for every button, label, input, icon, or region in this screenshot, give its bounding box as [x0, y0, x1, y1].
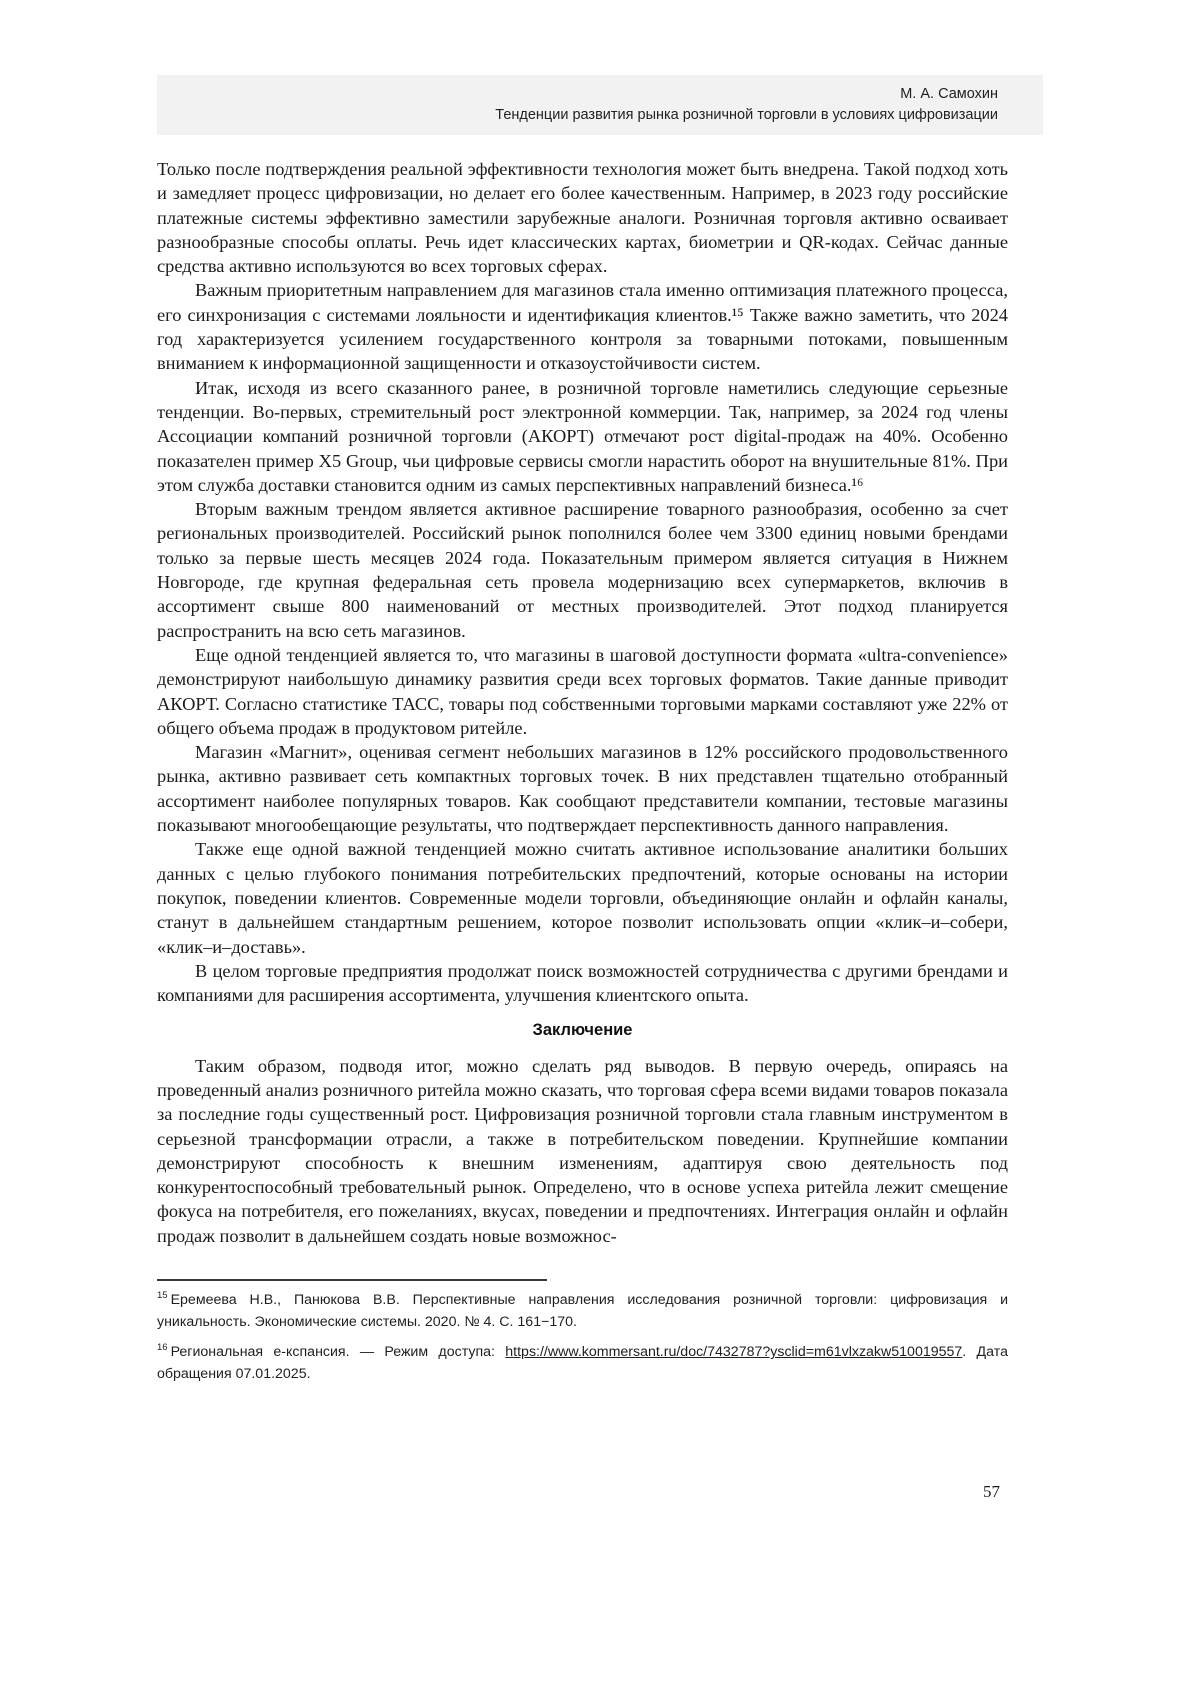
- footnote-separator: [157, 1279, 547, 1281]
- paragraph: Итак, исходя из всего сказанного ранее, в розничной торговле наметились следующие серьезные тенденции. Во-первых, стремительный рост электронной коммерции. Так, например, за 2024 год члены Ассоциации компаний розничной торговли (АКОРТ) отмечают рост digital-продаж на 40%. Особенно показателен пример X5 Group, чьи цифровые сервисы смогли нарастить оборот на внушительные 81%. При этом служба доставки становится одним из самых перспективных направлений бизнеса.¹⁶: [157, 377, 1008, 495]
- header-article-title: Тенденции развития рынка розничной торговли в условиях цифровизации: [495, 107, 998, 123]
- article-body: [157, 157, 1008, 1248]
- footnotes-section: [157, 1279, 1008, 1385]
- footnote-text-prefix: Региональная е-кспансия. — Режим доступа:: [170, 1344, 506, 1361]
- paragraph: Важным приоритетным направлением для магазинов стала именно оптимизация платежного процесса, его синхронизация с системами лояльности и идентификация клиентов.¹⁵ Также важно заметить, что 2024 год характеризуется усилением государственного контроля за товарными потоками, повышенным вниманием к информационной защищенности и отказоустойчивости систем.: [157, 280, 1008, 374]
- footnote-15: [157, 1290, 1008, 1333]
- section-heading-conclusion: Заключение: [532, 1021, 633, 1040]
- page-header: [157, 75, 1043, 135]
- footnote-text-suffix: . Дата обращения 07.01.2025.: [157, 1344, 1008, 1382]
- paragraph: Также еще одной важной тенденцией можно считать активное использование аналитики больших данных с целью глубокого понимания потребительских предпочтений, которые основаны на истории покупок, поведении клиентов. Современные модели торговли, объединяющие онлайн и офлайн каналы, станут в дальнейшем стандартным решением, которое позволит использовать опции «клик–и–собери, «клик–и–доставь».: [157, 839, 1008, 957]
- paragraph: В целом торговые предприятия продолжат поиск возможностей сотрудничества с другими брендами и компаниями для расширения ассортимента, улучшения клиентского опыта.: [157, 960, 1008, 1006]
- paragraph: Еще одной тенденцией является то, что магазины в шаговой доступности формата «ultra-convenience» демонстрируют наибольшую динамику развития среди всех торговых форматов. Такие данные приводит АКОРТ. Согласно статистике ТАСС, товары под собственными торговыми марками составляют уже 22% от общего объема продаж в продуктовом ритейле.: [157, 644, 1008, 738]
- paragraph: Вторым важным трендом является активное расширение товарного разнообразия, особенно за счет региональных производителей. Российский рынок пополнился более чем 3300 единиц новыми брендами только за первые шесть месяцев 2024 года. Показательным примером является ситуация в Нижнем Новгороде, где крупная федеральная сеть провела модернизацию всех супермаркетов, включив в ассортимент свыше 800 наименований от местных производителей. Этот подход планируется распространить на всю сеть магазинов.: [157, 499, 1008, 641]
- footnote-marker: 16: [157, 1342, 168, 1354]
- footnote-marker: 15: [157, 1290, 168, 1302]
- page-number: 57: [983, 1482, 1000, 1501]
- paragraph: Магазин «Магнит», оценивая сегмент небольших магазинов в 12% российского продовольственного рынка, активно развивает сеть компактных торговых точек. В них представлен тщательно отобранный ассортимент наиболее популярных товаров. Как сообщают представители компании, тестовые магазины показывают многообещающие результаты, что подтверждает перспективность данного направления.: [157, 742, 1008, 836]
- footnote-url-link[interactable]: https://www.kommersant.ru/doc/7432787?ysclid=m61vlxzakw510019557: [505, 1344, 963, 1361]
- footnote-16: [157, 1342, 1008, 1385]
- paragraph: Только после подтверждения реальной эффективности технология может быть внедрена. Такой подход хоть и замедляет процесс цифровизации, но делает его более качественным. Например, в 2023 году российские платежные системы эффективно заместили зарубежные аналоги. Розничная торговля активно осваивает разнообразные способы оплаты. Речь идет классических картах, биометрии и QR-кодах. Сейчас данные средства активно используются во всех торговых сферах.: [157, 159, 1008, 277]
- footnote-text: Еремеева Н.В., Панюкова В.В. Перспективные направления исследования розничной торговли: цифровизация и уникальность. Экономические системы. 2020. № 4. С. 161−170.: [157, 1292, 1008, 1330]
- paragraph-conclusion: Таким образом, подводя итог, можно сделать ряд выводов. В первую очередь, опираясь на проведенный анализ розничного ритейла можно сказать, что торговая сфера всеми видами товаров показала за последние годы существенный рост. Цифровизация розничной торговли стала главным инструментом в серьезной трансформации отрасли, а также в потребительском поведении. Крупнейшие компании демонстрируют способность к внешним изменениям, адаптируя свою деятельность под конкурентоспособный требовательный рынок. Определено, что в основе успеха ритейла лежит смещение фокуса на потребителя, его пожеланиях, вкусах, поведении и предпочтениях. Интеграция онлайн и офлайн продаж позволит в дальнейшем создать новые возможнос-: [157, 1055, 1008, 1246]
- header-author: М. А. Самохин: [900, 86, 998, 102]
